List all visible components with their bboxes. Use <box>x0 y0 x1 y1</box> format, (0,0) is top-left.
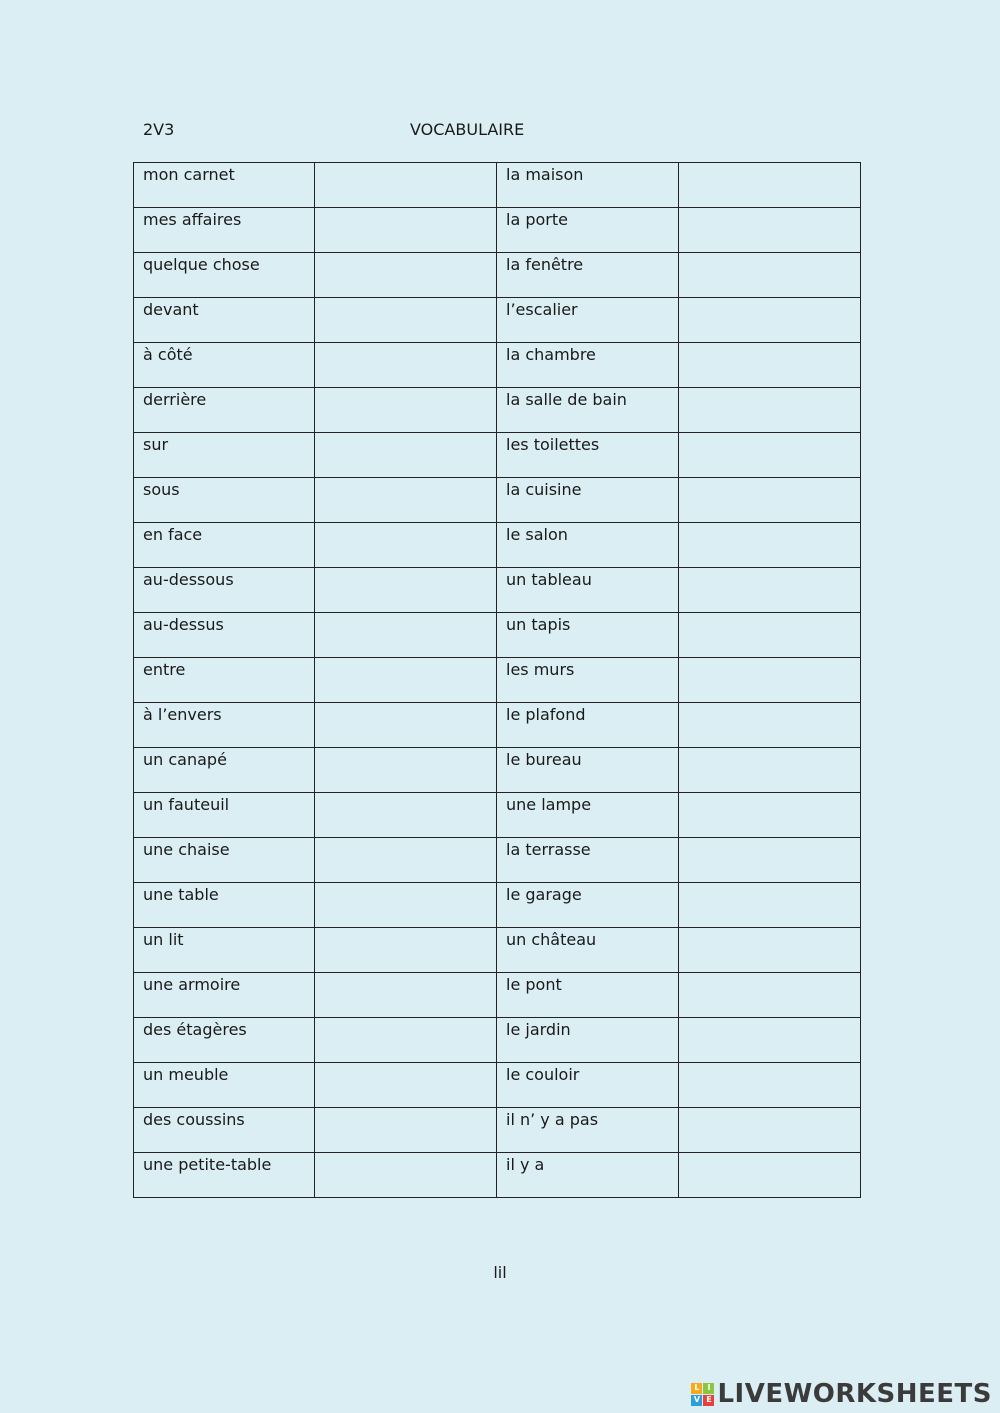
vocab-term-left: une chaise <box>143 840 230 859</box>
table-row <box>134 928 861 973</box>
vocab-term-right: le bureau <box>506 750 582 769</box>
vocab-term-right: il y a <box>506 1155 545 1174</box>
vocab-term-right-cell <box>497 298 679 343</box>
answer-cell-left[interactable] <box>315 748 497 793</box>
vocab-term-right: un tableau <box>506 570 592 589</box>
vocab-term-left-cell <box>134 163 315 208</box>
vocab-term-right-cell <box>497 613 679 658</box>
answer-cell-left[interactable] <box>315 838 497 883</box>
answer-cell-left[interactable] <box>315 478 497 523</box>
answer-cell-left[interactable] <box>315 163 497 208</box>
vocab-term-left-cell <box>134 658 315 703</box>
table-row <box>134 838 861 883</box>
vocab-term-right: le salon <box>506 525 568 544</box>
answer-cell-left[interactable] <box>315 298 497 343</box>
vocab-term-left: mes affaires <box>143 210 242 229</box>
table-row <box>134 523 861 568</box>
vocab-term-right: les toilettes <box>506 435 600 454</box>
answer-cell-left[interactable] <box>315 253 497 298</box>
vocab-term-left: au-dessous <box>143 570 234 589</box>
liveworksheets-brand <box>691 1381 992 1407</box>
vocab-term-right-cell <box>497 163 679 208</box>
table-row <box>134 1063 861 1108</box>
vocab-term-right-cell <box>497 523 679 568</box>
vocab-term-right-cell <box>497 1063 679 1108</box>
logo-square-e: E <box>703 1395 714 1406</box>
vocab-term-left-cell <box>134 433 315 478</box>
answer-cell-right[interactable] <box>679 208 861 253</box>
answer-cell-right[interactable] <box>679 568 861 613</box>
answer-cell-left[interactable] <box>315 1108 497 1153</box>
answer-cell-left[interactable] <box>315 388 497 433</box>
vocab-term-left-cell <box>134 1153 315 1198</box>
vocab-term-left: un lit <box>143 930 184 949</box>
vocab-term-right: les murs <box>506 660 575 679</box>
vocab-term-left-cell <box>134 1108 315 1153</box>
vocab-term-right: le garage <box>506 885 582 904</box>
vocab-term-right: il n’ y a pas <box>506 1110 599 1129</box>
worksheet-code: 2V3 <box>143 120 175 139</box>
vocab-term-right-cell <box>497 973 679 1018</box>
vocab-term-left-cell <box>134 568 315 613</box>
answer-cell-right[interactable] <box>679 163 861 208</box>
vocab-term-left: une armoire <box>143 975 241 994</box>
answer-cell-left[interactable] <box>315 613 497 658</box>
answer-cell-right[interactable] <box>679 793 861 838</box>
answer-cell-right[interactable] <box>679 973 861 1018</box>
vocab-term-left-cell <box>134 928 315 973</box>
table-row <box>134 163 861 208</box>
vocab-term-left: en face <box>143 525 203 544</box>
vocab-term-right: la cuisine <box>506 480 582 499</box>
vocab-term-right: la fenêtre <box>506 255 584 274</box>
vocab-term-left-cell <box>134 523 315 568</box>
answer-cell-right[interactable] <box>679 343 861 388</box>
vocab-term-left-cell <box>134 253 315 298</box>
answer-cell-left[interactable] <box>315 973 497 1018</box>
vocab-term-left-cell <box>134 973 315 1018</box>
logo-square-v: V <box>691 1395 702 1406</box>
table-row <box>134 883 861 928</box>
vocab-term-right-cell <box>497 748 679 793</box>
vocab-term-left-cell <box>134 883 315 928</box>
answer-cell-right[interactable] <box>679 748 861 793</box>
logo-square-l: L <box>691 1383 702 1394</box>
vocab-term-right-cell <box>497 433 679 478</box>
answer-cell-left[interactable] <box>315 568 497 613</box>
vocab-term-left: quelque chose <box>143 255 260 274</box>
vocab-term-right: une lampe <box>506 795 592 814</box>
table-row <box>134 1108 861 1153</box>
answer-cell-left[interactable] <box>315 433 497 478</box>
vocab-term-left: des étagères <box>143 1020 247 1039</box>
vocab-term-left: un canapé <box>143 750 227 769</box>
table-row <box>134 433 861 478</box>
vocab-term-right: la salle de bain <box>506 390 627 409</box>
vocab-term-right-cell <box>497 568 679 613</box>
vocab-term-right-cell <box>497 253 679 298</box>
table-row <box>134 793 861 838</box>
vocab-term-left-cell <box>134 478 315 523</box>
answer-cell-right[interactable] <box>679 613 861 658</box>
vocab-term-left: à l’envers <box>143 705 222 724</box>
vocabulary-table <box>133 162 861 1198</box>
table-row <box>134 343 861 388</box>
vocab-term-right: le pont <box>506 975 562 994</box>
vocab-term-left: à côté <box>143 345 193 364</box>
vocab-term-right-cell <box>497 1153 679 1198</box>
vocab-term-left-cell <box>134 298 315 343</box>
answer-cell-right[interactable] <box>679 433 861 478</box>
vocab-term-right: un tapis <box>506 615 571 634</box>
answer-cell-right[interactable] <box>679 838 861 883</box>
vocab-term-right: l’escalier <box>506 300 578 319</box>
vocab-term-left-cell <box>134 838 315 883</box>
table-row <box>134 568 861 613</box>
footer-text: lil <box>493 1263 507 1282</box>
answer-cell-left[interactable] <box>315 658 497 703</box>
vocab-term-right: la maison <box>506 165 584 184</box>
vocab-term-right-cell <box>497 208 679 253</box>
table-row <box>134 658 861 703</box>
vocab-term-left-cell <box>134 793 315 838</box>
vocab-term-right: la terrasse <box>506 840 591 859</box>
vocab-term-left: des coussins <box>143 1110 245 1129</box>
vocab-term-right-cell <box>497 928 679 973</box>
vocab-term-right-cell <box>497 703 679 748</box>
answer-cell-right[interactable] <box>679 883 861 928</box>
vocab-term-right: le plafond <box>506 705 586 724</box>
vocab-term-left: un fauteuil <box>143 795 230 814</box>
vocab-term-left: derrière <box>143 390 207 409</box>
answer-cell-right[interactable] <box>679 703 861 748</box>
vocab-term-left-cell <box>134 208 315 253</box>
vocab-term-right-cell <box>497 1018 679 1063</box>
answer-cell-left[interactable] <box>315 793 497 838</box>
vocab-term-right-cell <box>497 1108 679 1153</box>
vocab-term-left: un meuble <box>143 1065 229 1084</box>
vocab-term-left: mon carnet <box>143 165 235 184</box>
worksheet-title: VOCABULAIRE <box>410 120 525 139</box>
answer-cell-left[interactable] <box>315 208 497 253</box>
answer-cell-right[interactable] <box>679 388 861 433</box>
table-row <box>134 208 861 253</box>
table-row <box>134 478 861 523</box>
table-row <box>134 1018 861 1063</box>
vocab-term-left-cell <box>134 703 315 748</box>
answer-cell-left[interactable] <box>315 883 497 928</box>
vocab-term-left: sur <box>143 435 169 454</box>
vocab-term-left-cell <box>134 388 315 433</box>
answer-cell-left[interactable] <box>315 703 497 748</box>
logo-square-i: I <box>703 1383 714 1394</box>
answer-cell-right[interactable] <box>679 1063 861 1108</box>
vocab-term-left: sous <box>143 480 180 499</box>
vocab-term-left: une table <box>143 885 219 904</box>
vocab-term-left: devant <box>143 300 199 319</box>
answer-cell-left[interactable] <box>315 523 497 568</box>
table-row <box>134 1153 861 1198</box>
vocab-term-right-cell <box>497 343 679 388</box>
vocab-term-left-cell <box>134 748 315 793</box>
vocab-term-left-cell <box>134 1018 315 1063</box>
vocab-term-left: au-dessus <box>143 615 224 634</box>
answer-cell-right[interactable] <box>679 523 861 568</box>
vocab-term-right-cell <box>497 838 679 883</box>
answer-cell-right[interactable] <box>679 1108 861 1153</box>
table-row <box>134 613 861 658</box>
answer-cell-right[interactable] <box>679 928 861 973</box>
vocab-term-left-cell <box>134 613 315 658</box>
vocab-term-right-cell <box>497 658 679 703</box>
liveworksheets-logo-icon <box>691 1383 714 1406</box>
answer-cell-right[interactable] <box>679 1153 861 1198</box>
vocab-term-right-cell <box>497 388 679 433</box>
vocab-term-left-cell <box>134 1063 315 1108</box>
table-row <box>134 253 861 298</box>
answer-cell-right[interactable] <box>679 658 861 703</box>
vocab-term-right-cell <box>497 883 679 928</box>
vocab-term-left-cell <box>134 343 315 388</box>
brand-wordmark: LIVEWORKSHEETS <box>717 1379 992 1409</box>
vocab-term-right-cell <box>497 478 679 523</box>
answer-cell-left[interactable] <box>315 1018 497 1063</box>
answer-cell-right[interactable] <box>679 253 861 298</box>
vocab-term-right: la porte <box>506 210 568 229</box>
table-row <box>134 388 861 433</box>
table-row <box>134 703 861 748</box>
answer-cell-left[interactable] <box>315 343 497 388</box>
vocab-term-right: le couloir <box>506 1065 580 1084</box>
answer-cell-left[interactable] <box>315 1153 497 1198</box>
answer-cell-left[interactable] <box>315 1063 497 1108</box>
table-row <box>134 973 861 1018</box>
answer-cell-right[interactable] <box>679 1018 861 1063</box>
answer-cell-right[interactable] <box>679 298 861 343</box>
vocab-term-left: une petite-table <box>143 1155 272 1174</box>
vocab-term-left: entre <box>143 660 186 679</box>
table-row <box>134 298 861 343</box>
vocab-term-right: un château <box>506 930 597 949</box>
vocab-term-right-cell <box>497 793 679 838</box>
answer-cell-right[interactable] <box>679 478 861 523</box>
vocab-term-right: le jardin <box>506 1020 571 1039</box>
vocab-term-right: la chambre <box>506 345 596 364</box>
answer-cell-left[interactable] <box>315 928 497 973</box>
table-row <box>134 748 861 793</box>
